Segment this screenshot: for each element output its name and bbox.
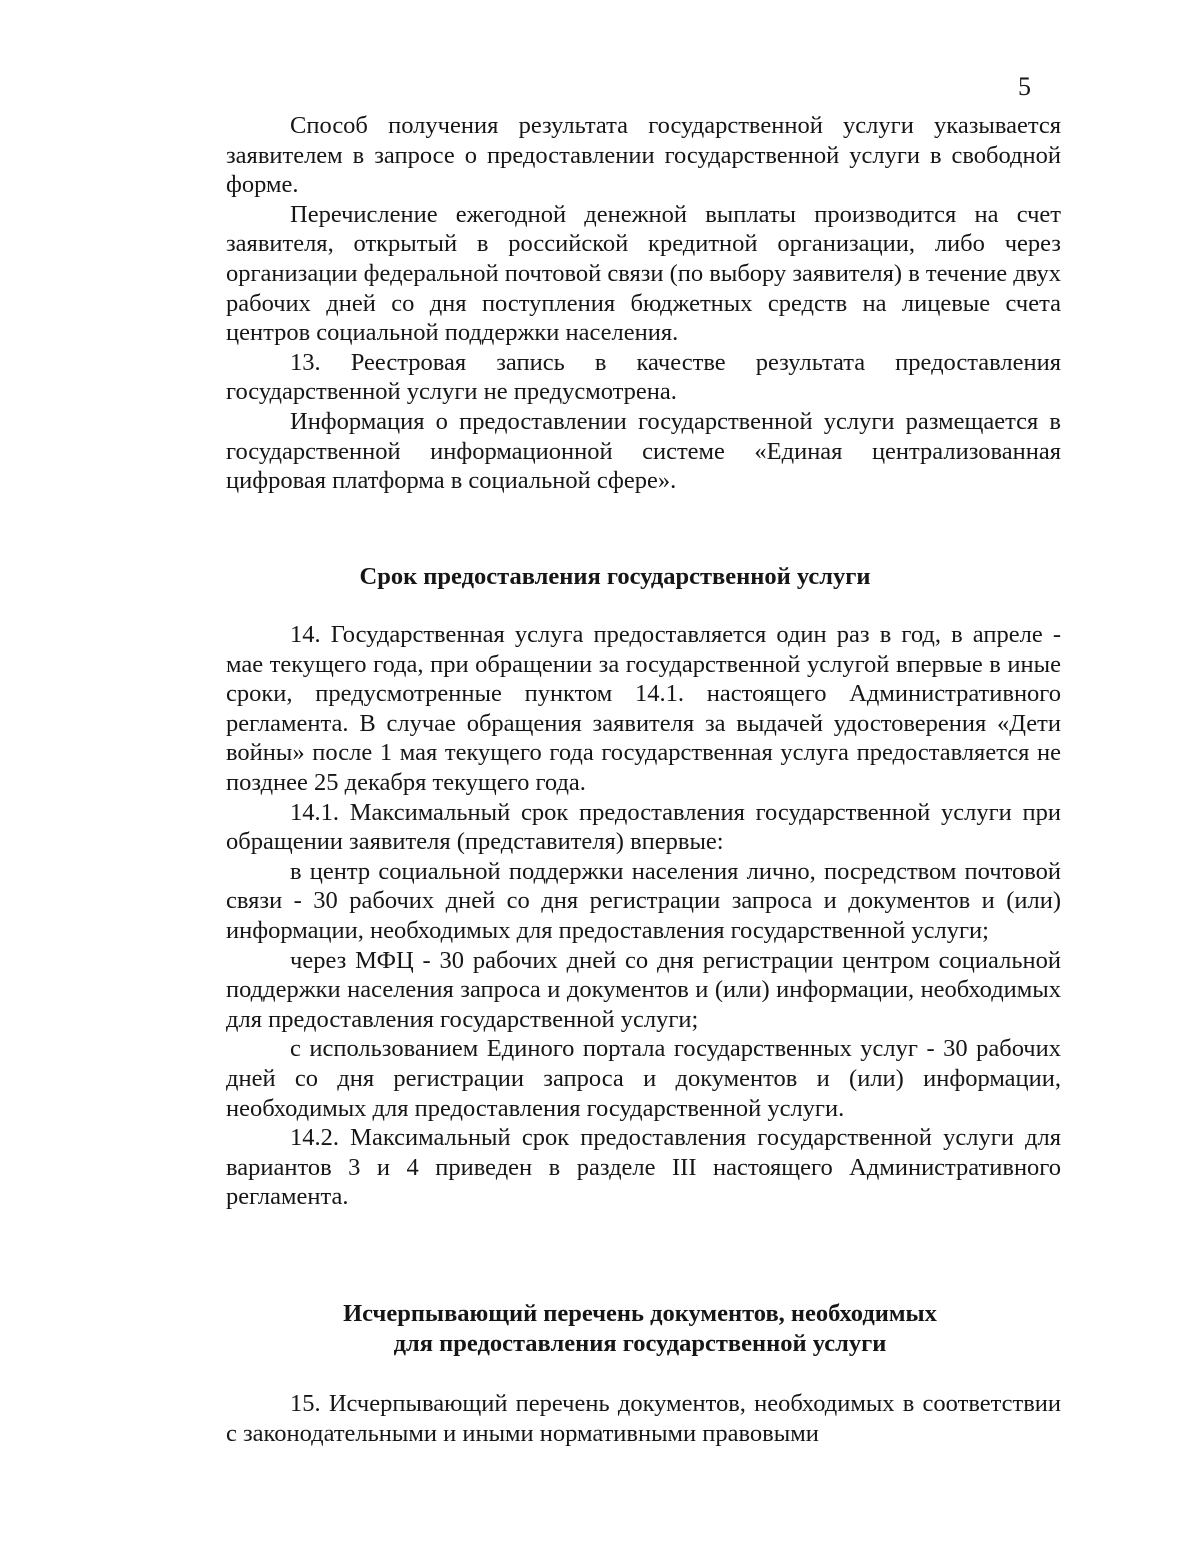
section-documents-list: [226, 1389, 1061, 1448]
paragraph: 15. Исчерпывающий перечень документов, необходимых в соответствии с законодательными и иными нормативными правовыми: [226, 1390, 1061, 1447]
paragraph: с использованием Единого портала государственных услуг - 30 рабочих дней со дня регистрации запроса и документов и (или) информации, необходимых для предоставления государственной услуги.: [226, 1035, 1061, 1122]
heading-text: Срок предоставления государственной услуги: [359, 563, 871, 590]
paragraph: Перечисление ежегодной денежной выплаты производится на счет заявителя, открытый в российской кредитной организации, либо через организации федеральной почтовой связи (по выбору заявителя) в течение двух рабочих дней со дня поступления бюджетных средств на лицевые счета центров социальной поддержки населения.: [226, 200, 1061, 347]
section-heading-documents-list: [40, 1299, 1200, 1359]
paragraph: 14.1. Максимальный срок предоставления государственной услуги при обращении заявителя (представителя) впервые:: [226, 798, 1061, 856]
section-result-method: [226, 111, 1061, 496]
paragraph: 14. Государственная услуга предоставляется один раз в год, в апреле - мае текущего года, при обращении за государственной услугой впервые в иные сроки, предусмотренные пунктом 14.1. настоящего Административного регламента. В случае обращения заявителя за выдачей удостоверения «Дети войны» после 1 мая текущего года государственная услуга предоставляется не позднее 25 декабря текущего года.: [226, 621, 1061, 796]
paragraph: 14.2. Максимальный срок предоставления государственной услуги для вариантов 3 и 4 приведен в разделе III настоящего Административного регламента.: [226, 1124, 1061, 1211]
section-heading-service-term: [40, 562, 1190, 592]
paragraph: через МФЦ - 30 рабочих дней со дня регистрации центром социальной поддержки населения запроса и документов и (или) информации, необходимых для предоставления государственной услуги;: [226, 946, 1061, 1033]
paragraph: Информация о предоставлении государственной услуги размещается в государственной информационной системе «Единая централизованная цифровая платформа в социальной сфере».: [226, 407, 1061, 495]
heading-line-1: Исчерпывающий перечень документов, необходимых: [343, 1300, 937, 1327]
paragraph: 13. Реестровая запись в качестве результата предоставления государственной услуги не предусмотрена.: [226, 348, 1061, 406]
section-service-term: [226, 620, 1061, 1212]
paragraph: Способ получения результата государственной услуги указывается заявителем в запросе о предоставлении государственной услуги в свободной форме.: [226, 112, 1061, 199]
heading-line-2: для предоставления государственной услуги: [393, 1330, 887, 1357]
paragraph: в центр социальной поддержки населения лично, посредством почтовой связи - 30 рабочих дней со дня регистрации запроса и документов и (или) информации, необходимых для предоставления государственной услуги;: [226, 857, 1061, 944]
page-number: 5: [1018, 72, 1031, 101]
